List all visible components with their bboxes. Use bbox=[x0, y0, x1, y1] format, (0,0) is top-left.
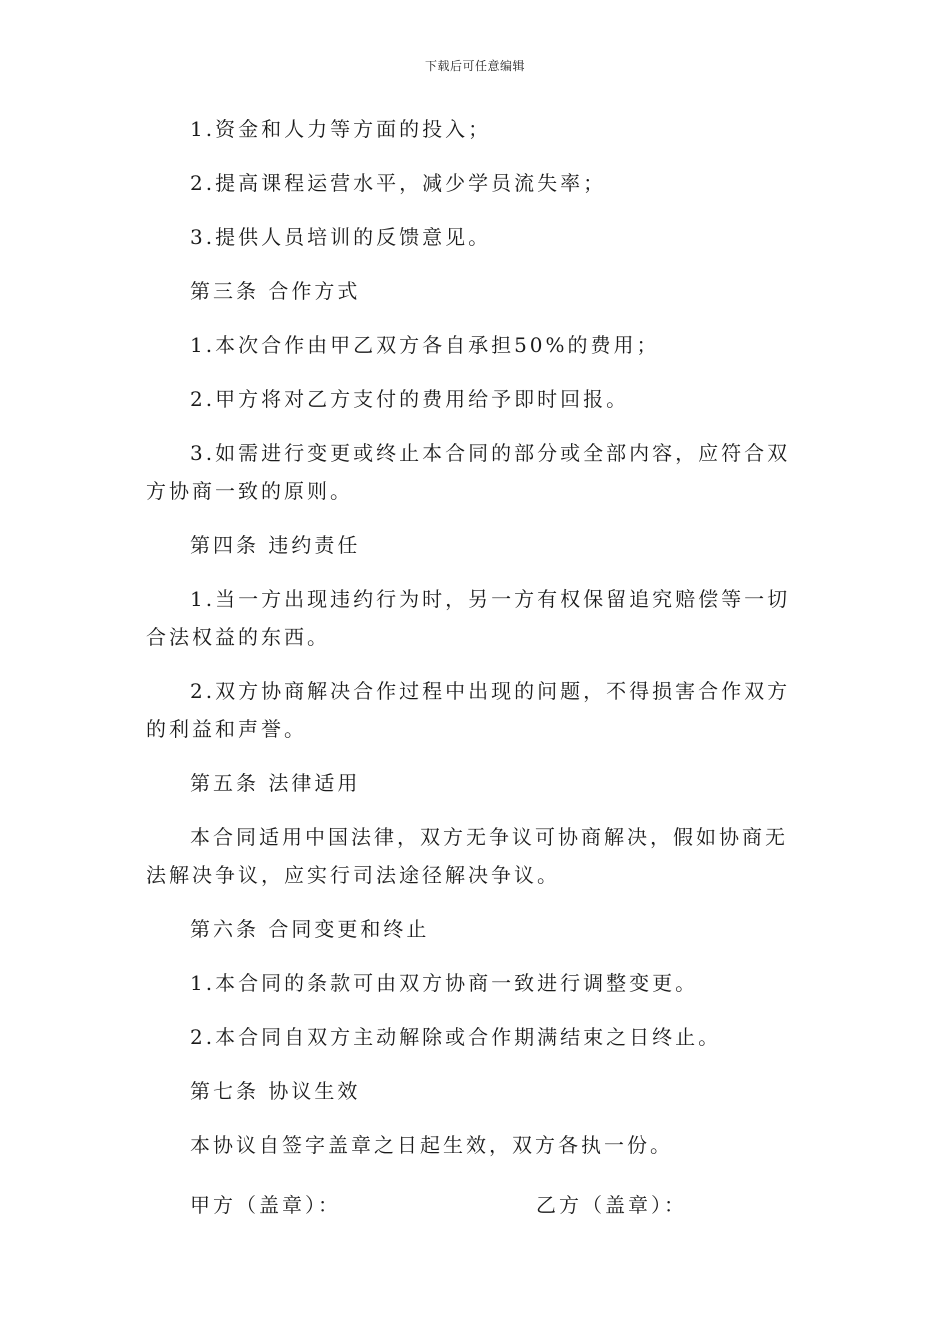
article-5-heading: 第五条 法律适用 bbox=[190, 771, 361, 795]
paragraph-change-principle: 3.如需进行变更或终止本合同的部分或全部内容，应符合双方协商一致的原则。 bbox=[146, 441, 791, 503]
party-a-seal-label: 甲方（盖章）： bbox=[190, 1193, 341, 1217]
article-4-heading: 第四条 违约责任 bbox=[190, 533, 361, 557]
paragraph-termination: 2.本合同自双方主动解除或合作期满结束之日终止。 bbox=[190, 1025, 722, 1049]
paragraph-effective: 本协议自签字盖章之日起生效，双方各执一份。 bbox=[190, 1133, 673, 1157]
article-6-heading: 第六条 合同变更和终止 bbox=[190, 917, 430, 941]
page-header: 下载后可任意编辑 bbox=[424, 59, 525, 73]
party-b-seal-label: 乙方（盖章）： bbox=[536, 1193, 687, 1217]
article-7-heading: 第七条 协议生效 bbox=[190, 1079, 361, 1103]
paragraph-feedback: 3.提供人员培训的反馈意见。 bbox=[190, 225, 492, 249]
paragraph-operation: 2.提高课程运营水平，减少学员流失率； bbox=[190, 171, 607, 195]
paragraph-return: 2.甲方将对乙方支付的费用给予即时回报。 bbox=[190, 387, 630, 411]
paragraph-breach: 1.当一方出现违约行为时，另一方有权保留追究赔偿等一切合法权益的东西。 bbox=[146, 587, 791, 649]
article-3-heading: 第三条 合作方式 bbox=[190, 279, 361, 303]
document-body bbox=[146, 110, 796, 1180]
paragraph-adjust: 1.本合同的条款可由双方协商一致进行调整变更。 bbox=[190, 971, 699, 995]
paragraph-dispute: 2.双方协商解决合作过程中出现的问题，不得损害合作双方的利益和声誉。 bbox=[146, 679, 791, 741]
paragraph-investment: 1.资金和人力等方面的投入； bbox=[190, 117, 492, 141]
paragraph-law: 本合同适用中国法律，双方无争议可协商解决，假如协商无法解决争议，应实行司法途径解决争议。 bbox=[146, 825, 788, 887]
signature-block bbox=[190, 1186, 750, 1224]
paragraph-cost-share: 1.本次合作由甲乙双方各自承担50%的费用； bbox=[190, 333, 660, 357]
